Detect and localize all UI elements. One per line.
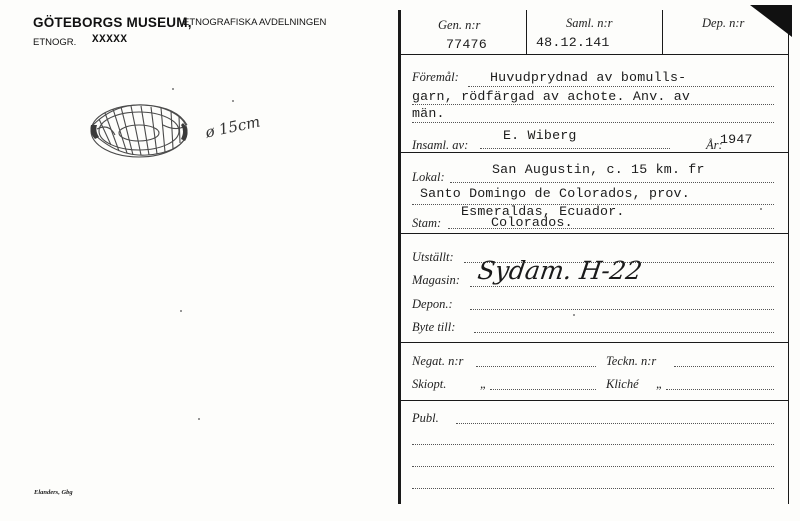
stam-value: Colorados. [491,215,573,230]
lokal-line-1: San Augustin, c. 15 km. fr [492,162,705,177]
saml-value: 48.12.141 [536,35,610,50]
lokal-line-3: Esmeraldas, Ecuador. [461,204,625,219]
object-sketch [85,95,197,167]
teckn-label: Teckn. n:r [606,354,657,368]
saml-label: Saml. n:r [566,16,613,30]
gen-value: 77476 [446,37,487,52]
foremal-label: Föremål: [412,70,459,84]
magasin-handwritten-value: Sydam. H-22 [475,256,644,285]
dotted-line [412,466,774,467]
ink-speck [198,418,200,420]
etnogr-label: ETNOGR. [33,37,77,48]
dotted-line [412,444,774,445]
dotted-line [412,488,774,489]
ink-speck [232,100,234,102]
dotted-line [474,332,774,333]
dotted-line [470,286,774,287]
dotted-line [456,423,774,424]
kliche-ditto: „ [656,377,663,391]
divider-gen-saml [526,10,527,54]
dotted-line [476,366,596,367]
publ-label: Publ. [412,411,439,425]
size-note: ø 15cm [203,112,262,142]
foremal-line-1: Huvudprydnad av bomulls- [490,70,687,85]
rule-stam [400,233,789,234]
ink-speck [573,314,575,316]
depon-label: Depon.: [412,297,453,311]
dotted-line [490,389,596,390]
foremal-line-3: män. [412,106,445,121]
lokal-line-2: Santo Domingo de Colorados, prov. [420,186,690,201]
museum-name: GÖTEBORGS MUSEUM, [33,15,192,30]
left-border-line [398,10,401,504]
dotted-line [450,182,774,183]
rule-kliche [400,400,789,401]
stam-label: Stam: [412,216,442,230]
ar-label: År: [706,138,723,152]
insaml-value: E. Wiberg [503,128,577,143]
printer-mark: Elanders, Gbg [34,489,73,496]
rule-byte [400,342,789,343]
ink-speck [172,88,174,90]
rule-header [400,54,789,55]
dotted-line [480,148,670,149]
gen-label: Gen. n:r [438,18,481,32]
dotted-line [674,366,774,367]
ink-speck [180,310,182,312]
right-border-line [788,10,789,504]
ink-speck [760,208,762,210]
dotted-line [470,309,774,310]
skiopt-label: Skiopt. [412,377,447,391]
ar-value: 1947 [720,132,753,147]
dotted-line [666,389,774,390]
dotted-line [412,122,774,123]
magasin-label: Magasin: [412,273,460,287]
kliche-label: Kliché [606,377,639,391]
dotted-line [468,86,774,87]
department-name: ETNOGRAFISKA AVDELNINGEN [183,17,327,28]
divider-saml-dep [662,10,663,54]
insaml-label: Insaml. av: [412,138,469,152]
utstallt-label: Utställt: [412,250,454,264]
dotted-line [412,104,774,105]
corner-tab [750,5,792,37]
skiopt-ditto: „ [480,377,487,391]
lokal-label: Lokal: [412,170,445,184]
foremal-line-2: garn, rödfärgad av achote. Anv. av [412,89,691,104]
negat-label: Negat. n:r [412,354,464,368]
byte-label: Byte till: [412,320,456,334]
etnogr-struck-text: XXXXX [92,34,128,46]
dep-label: Dep. n:r [702,16,745,30]
